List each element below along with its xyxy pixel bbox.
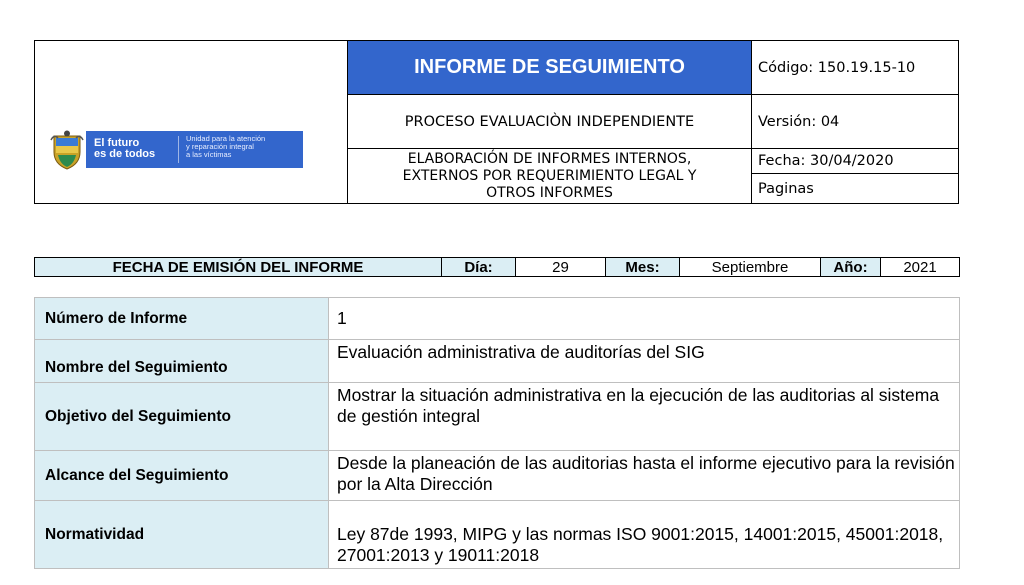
coat-of-arms-icon xyxy=(50,130,84,170)
report-info-table xyxy=(34,297,960,569)
government-logo xyxy=(50,130,303,170)
month-label: Mes: xyxy=(606,258,680,276)
month-value: Septiembre xyxy=(680,258,821,276)
day-value: 29 xyxy=(516,258,606,276)
year-value: 2021 xyxy=(881,258,959,276)
procedure-line: ELABORACIÓN DE INFORMES INTERNOS, xyxy=(407,151,692,167)
report-number-value: 1 xyxy=(329,298,960,340)
followup-objective-value: Mostrar la situación administrativa en la ejecución de las auditorias al sistema de gestión integral xyxy=(329,383,960,451)
logo-line-2: es de todos xyxy=(94,148,156,160)
followup-name-value: Evaluación administrativa de auditorías del SIG xyxy=(329,340,960,383)
document-date: Fecha: 30/04/2020 xyxy=(751,148,958,173)
followup-scope-label: Alcance del Seguimiento xyxy=(35,451,329,501)
issue-date-row xyxy=(34,257,960,277)
procedure-name xyxy=(348,148,751,203)
table-row xyxy=(35,383,960,451)
document-pages: Paginas xyxy=(751,173,958,203)
logo-cell xyxy=(35,41,348,203)
logo-band xyxy=(86,131,303,168)
day-label: Día: xyxy=(442,258,516,276)
document-code: Código: 150.19.15-10 xyxy=(751,41,958,94)
report-number-label: Número de Informe xyxy=(35,298,329,340)
table-row xyxy=(35,451,960,501)
logo-separator xyxy=(178,136,179,163)
regulations-label: Normatividad xyxy=(35,501,329,569)
logo-agency-line: y reparación integral xyxy=(186,142,254,151)
procedure-line: EXTERNOS POR REQUERIMIENTO LEGAL Y xyxy=(402,168,697,184)
logo-line-1: El futuro xyxy=(94,137,140,149)
followup-name-label: Nombre del Seguimiento xyxy=(35,340,329,383)
year-label: Año: xyxy=(821,258,881,276)
logo-agency-line: a las víctimas xyxy=(186,150,232,159)
followup-scope-value: Desde la planeación de las auditorias hasta el informe ejecutivo para la revisión por la Alta Dirección xyxy=(329,451,960,501)
logo-agency-line: Unidad para la atención xyxy=(186,134,266,143)
table-row xyxy=(35,501,960,569)
regulations-value: Ley 87de 1993, MIPG y las normas ISO 9001:2015, 14001:2015, 45001:2018, 27001:2013 y 19011:2018 xyxy=(329,501,960,569)
report-title: INFORME DE SEGUIMIENTO xyxy=(348,41,751,94)
document-version: Versión: 04 xyxy=(751,94,958,148)
procedure-line: OTROS INFORMES xyxy=(486,185,613,201)
table-row xyxy=(35,298,960,340)
table-row xyxy=(35,340,960,383)
issue-date-label: FECHA DE EMISIÓN DEL INFORME xyxy=(35,258,442,276)
followup-objective-label: Objetivo del Seguimiento xyxy=(35,383,329,451)
document-header xyxy=(34,40,959,204)
process-name: PROCESO EVALUACIÒN INDEPENDIENTE xyxy=(348,94,751,148)
